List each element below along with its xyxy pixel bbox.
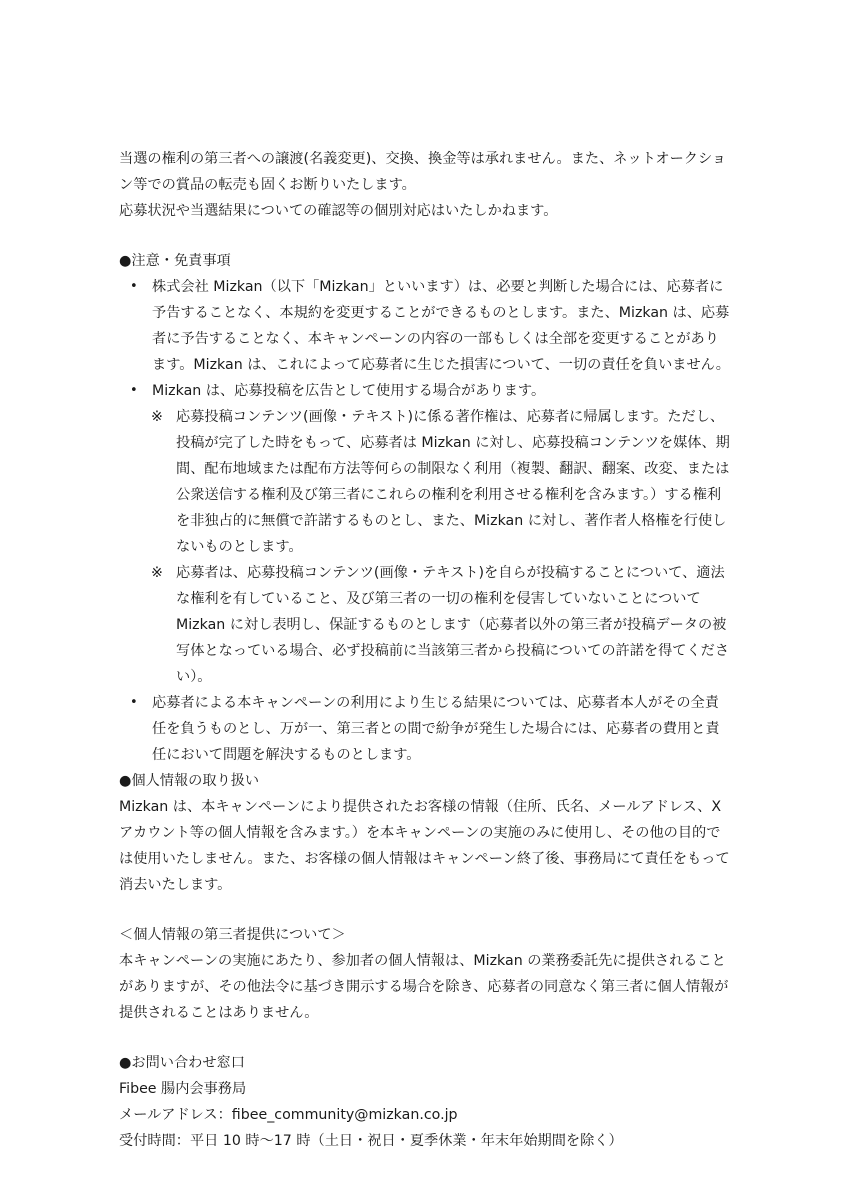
spacer xyxy=(119,898,733,922)
contact-organization: Fibee 腸内会事務局 xyxy=(119,1081,247,1097)
intro-paragraph-transfer: 当選の権利の第三者への譲渡(名義変更)、交換、換金等は承れません。また、ネットオークション等での賞品の転売も固くお断りいたします。 xyxy=(119,151,727,193)
contact-hours: 受付時間：平日 10 時～17 時（土日・祝日・夏季休業・年末年始期間を除く） xyxy=(119,1133,623,1149)
notice-item-ad-use: Mizkan は、応募投稿を広告として使用する場合があります。 xyxy=(152,383,546,399)
notes-list xyxy=(152,404,733,690)
list-item xyxy=(119,404,733,560)
notice-item-responsibility: 応募者による本キャンペーンの利用により生じる結果については、応募者本人がその全責任を負うものとし、万が一、第三者との間で紛争が発生した場合には、応募者の費用と責任において問題を解決するものとします。 xyxy=(152,695,720,763)
intro-paragraph-inquiry: 応募状況や当選結果についての確認等の個別対応はいたしかねます。 xyxy=(119,203,558,219)
privacy-heading: ●個人情報の取り扱い xyxy=(119,773,260,789)
contact-email: メールアドレス：fibee_community@mizkan.co.jp xyxy=(119,1107,458,1123)
notice-item-terms-change: 株式会社 Mizkan（以下「Mizkan」といいます）は、必要と判断した場合には、応募者に予告することなく、本規約を変更することができるものとします。また、Mizkan は、応募者に予告することなく、本キャンペーンの内容の一部もしくは全部を変更することがあります。Mizkan は、これによって応募者に生じた損害について、一切の責任を負いません。 xyxy=(152,279,730,373)
privacy-body: Mizkan は、本キャンペーンにより提供されたお客様の情報（住所、氏名、メールアドレス、X アカウント等の個人情報を含みます。）を本キャンペーンの実施のみに使用し、その他の目的では使用いたしません。また、お客様の個人情報はキャンペーン終了後、事務局にて責任をもって消去いたします。 xyxy=(119,799,730,893)
note-warranty: 応募者は、応募投稿コンテンツ(画像・テキスト)を自らが投稿することについて、適法な権利を有していること、及び第三者の一切の権利を侵害していないことについて Mizkan に対し表明し、保証するものとします（応募者以外の第三者が投稿データの被写体となっている場合、必ず投稿前に当該第三者から投稿についての許諾を得てください）。 xyxy=(176,565,730,685)
bullet-icon: • xyxy=(130,695,138,710)
note-copyright: 応募投稿コンテンツ(画像・テキスト)に係る著作権は、応募者に帰属します。ただし、投稿が完了した時をもって、応募者は Mizkan に対し、応募投稿コンテンツを媒体、期間、配布地域または配布方法等何らの制限なく利用（複製、翻訳、翻案、改変、または公衆送信する権利及び第三者にこれらの権利を利用させる権利を含みます。）する権利を非独占的に無償で許諾するものとし、また、Mizkan に対し、著作者人格権を行使しないものとします。 xyxy=(176,409,730,555)
spacer xyxy=(119,1026,733,1050)
list-item xyxy=(119,378,733,690)
third-party-heading: ＜個人情報の第三者提供について＞ xyxy=(119,927,346,943)
spacer xyxy=(119,224,733,248)
notice-heading: ●注意・免責事項 xyxy=(119,253,231,269)
list-item xyxy=(119,560,733,690)
document-body xyxy=(119,146,733,1154)
list-item xyxy=(119,690,733,768)
third-party-body: 本キャンペーンの実施にあたり、参加者の個人情報は、Mizkan の業務委託先に提供されることがありますが、その他法令に基づき開示する場合を除き、応募者の同意なく第三者に個人情報が提供されることはありません。 xyxy=(119,953,729,1021)
note-mark-icon: ※ xyxy=(151,409,163,425)
bullet-icon: • xyxy=(130,383,138,398)
list-item xyxy=(119,274,733,378)
note-mark-icon: ※ xyxy=(151,565,163,581)
contact-heading: ●お問い合わせ窓口 xyxy=(119,1055,245,1071)
bullet-icon: • xyxy=(130,279,138,294)
notice-list xyxy=(119,274,733,768)
